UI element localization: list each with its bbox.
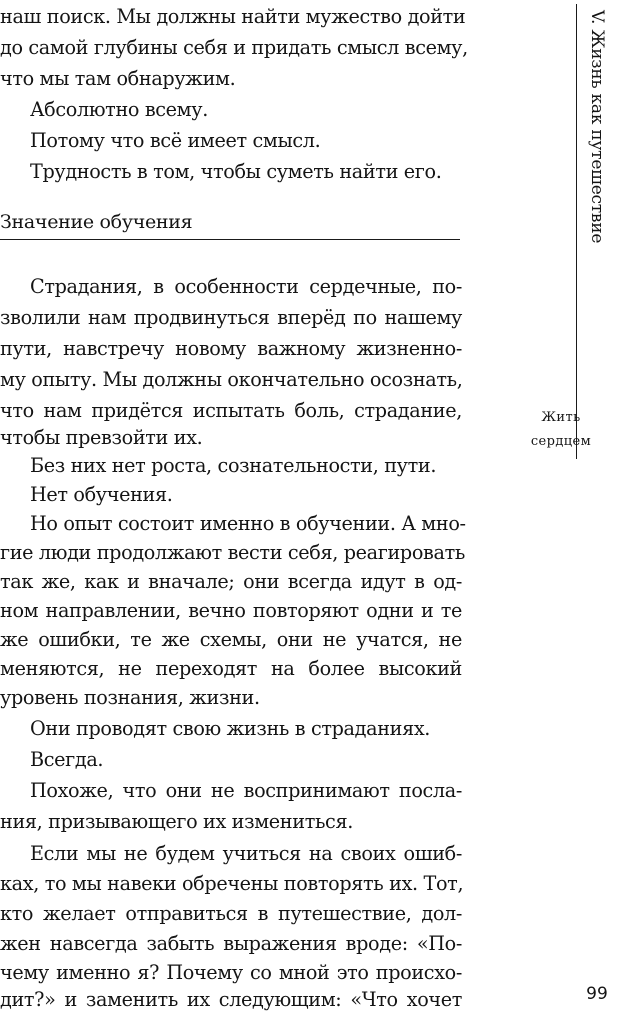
- text-line: Страдания, в особенности сердечные, по-: [30, 275, 462, 298]
- page-number: 99: [586, 984, 608, 1004]
- text-line: чему именно я? Почему со мной это происхо-: [0, 961, 462, 984]
- text-line: гие люди продолжают вести себя, реагировать: [0, 541, 465, 564]
- text-line: Нет обучения.: [30, 483, 173, 506]
- margin-note-line: сердцем: [530, 434, 592, 449]
- text-line: жен навсегда забыть выражения вроде: «По-: [0, 932, 462, 955]
- margin-note: [505, 406, 617, 454]
- text-line: что нам придётся испытать боль, страдание,: [0, 399, 462, 422]
- section-heading: Значение обучения: [0, 211, 193, 233]
- text-line: меняются, не переходят на более высокий: [0, 657, 462, 680]
- text-line: что мы там обнаружим.: [0, 67, 236, 90]
- margin-note-line: Жить: [541, 410, 581, 425]
- text-line: дит?» и заменить их следующим: «Что хочет: [0, 988, 462, 1011]
- text-line: до самой глубины себя и придать смысл всему,: [0, 36, 468, 59]
- text-line: ния, призывающего их измениться.: [0, 810, 353, 833]
- text-line: Если мы не будем учиться на своих ошиб-: [30, 842, 462, 865]
- text-line: пути, навстречу новому важному жизненно-: [0, 337, 462, 360]
- text-line: Всегда.: [30, 748, 104, 771]
- text-line: чтобы превзойти их.: [0, 426, 203, 449]
- text-line: Потому что всё имеет смысл.: [30, 129, 321, 152]
- text-line: Они проводят свою жизнь в страданиях.: [30, 717, 431, 740]
- text-line: же ошибки, те же схемы, они не учатся, не: [0, 628, 462, 651]
- text-line: му опыту. Мы должны окончательно осознать,: [0, 368, 463, 391]
- text-line: ном направлении, вечно повторяют одни и те: [0, 599, 462, 622]
- chapter-divider: [576, 4, 577, 459]
- text-line: Трудность в том, чтобы суметь найти его.: [30, 160, 442, 183]
- text-line: наш поиск. Мы должны найти мужество дойти: [0, 5, 466, 28]
- text-line: зволили нам продвинуться вперёд по нашему: [0, 306, 462, 329]
- text-line: ках, то мы навеки обречены повторять их. Тот,: [0, 872, 464, 895]
- text-line: Абсолютно всему.: [30, 98, 208, 121]
- text-line: так же, как и вначале; они всегда идут в од-: [0, 570, 462, 593]
- text-line: кто желает отправиться в путешествие, дол-: [0, 902, 462, 925]
- text-line: Похоже, что они не воспринимают посла-: [30, 779, 462, 802]
- text-line: Но опыт состоит именно в обучении. А мно-: [30, 512, 466, 535]
- text-line: уровень познания, жизни.: [0, 686, 260, 709]
- text-line: Без них нет роста, сознательности, пути.: [30, 454, 437, 477]
- chapter-title: V. Жизнь как путешествие: [587, 10, 607, 244]
- heading-divider: [0, 239, 460, 240]
